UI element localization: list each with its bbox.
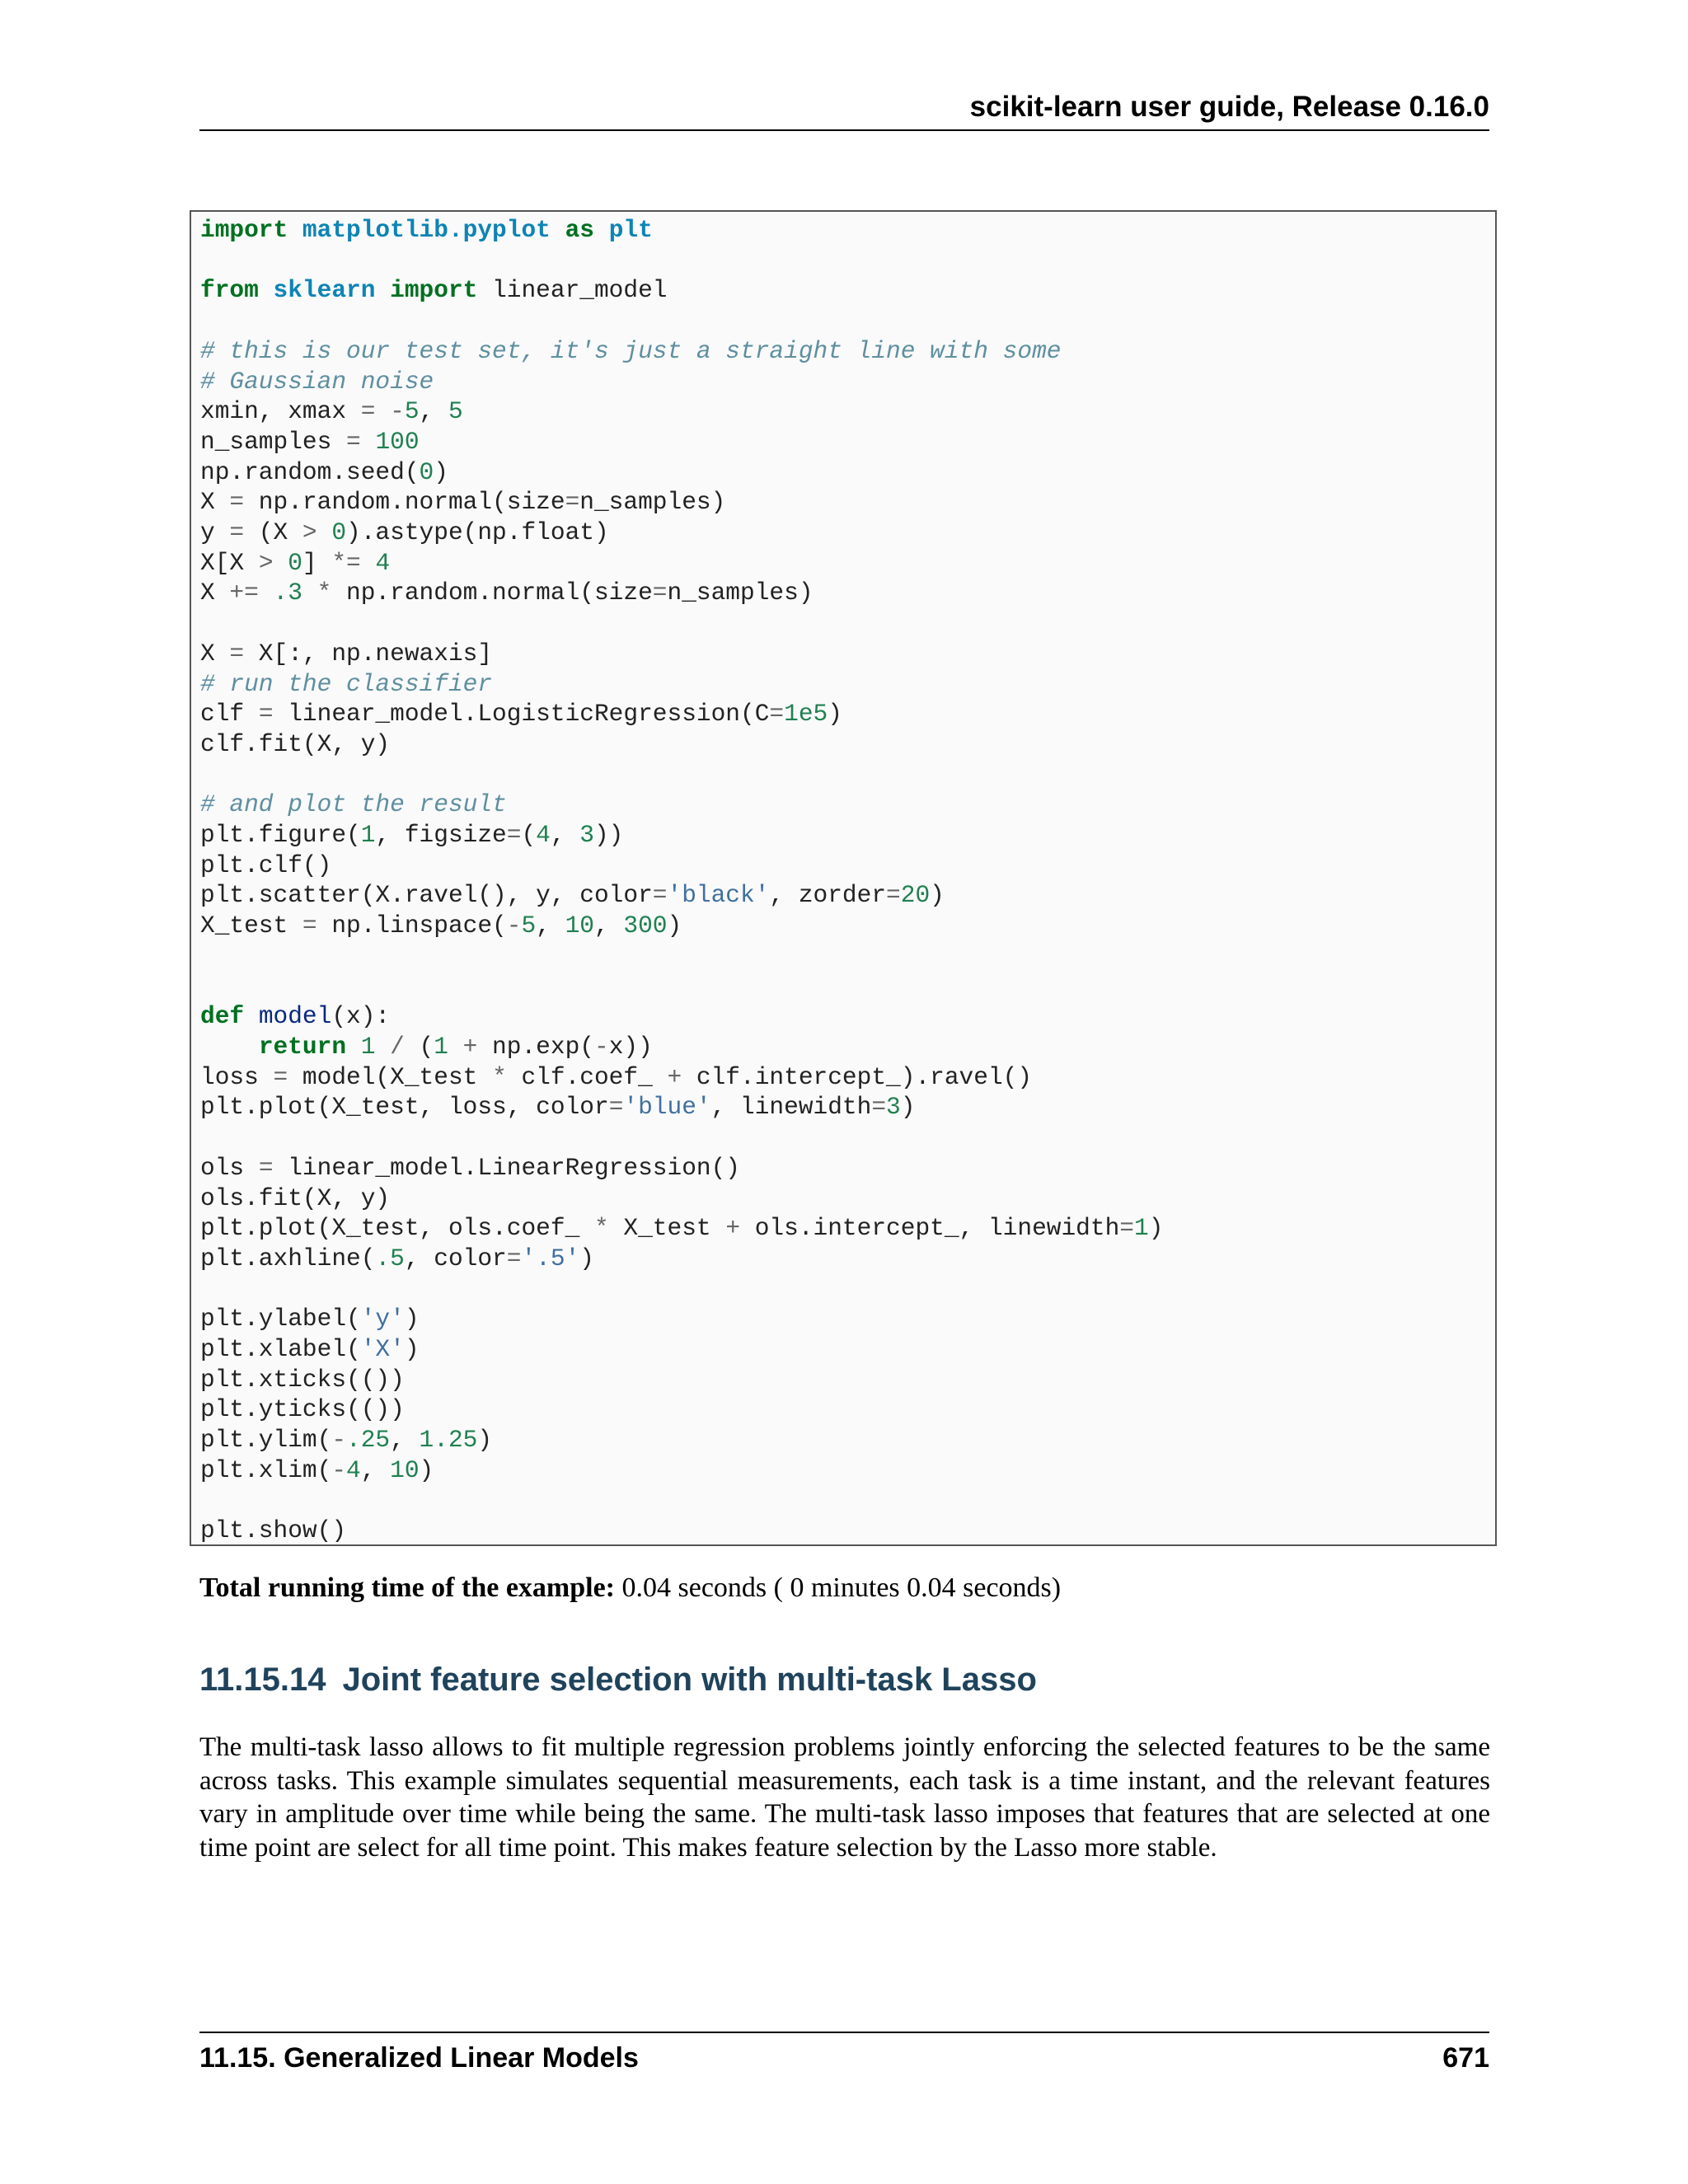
code-line-28: return 1 / (1 + np.exp(-x)) <box>258 1032 653 1061</box>
code-line-38: plt.xlabel('X') <box>200 1335 420 1364</box>
code-line-22: plt.clf() <box>200 851 332 879</box>
code-line-13: X += .3 * np.random.normal(size=n_samples) <box>200 579 814 607</box>
code-line-41: plt.ylim(-.25, 1.25) <box>200 1426 493 1455</box>
code-line-1: import matplotlib.pyplot as plt <box>200 216 653 244</box>
running-time-value: 0.04 seconds ( 0 minutes 0.04 seconds) <box>621 1572 1062 1603</box>
section-number: 11.15.14 <box>199 1661 326 1698</box>
code-line-12: X[X > 0] *= 4 <box>200 548 391 577</box>
code-line-30: plt.plot(X_test, loss, color='blue', linewidth=3) <box>200 1093 916 1122</box>
code-line-35: plt.axhline(.5, color='.5') <box>200 1244 594 1272</box>
code-line-44: plt.show() <box>200 1516 347 1545</box>
code-line-32: ols = linear_model.LinearRegression() <box>200 1153 741 1182</box>
code-line-29: loss = model(X_test * clf.coef_ + clf.intercept_).ravel() <box>200 1062 1033 1091</box>
footer-chapter: 11.15. Generalized Linear Models <box>199 2042 639 2074</box>
code-line-3: from sklearn import linear_model <box>200 276 668 305</box>
page-number: 671 <box>1442 2042 1489 2074</box>
code-line-10: X = np.random.normal(size=n_samples) <box>200 488 726 517</box>
code-line-24: X_test = np.linspace(-5, 10, 300) <box>200 912 682 940</box>
code-line-34: plt.plot(X_test, ols.coef_ * X_test + ols.intercept_, linewidth=1) <box>200 1214 1164 1243</box>
running-time-label: Total running time of the example: <box>199 1572 616 1603</box>
section-heading <box>199 1657 1037 1703</box>
header-rule <box>199 129 1489 131</box>
section-paragraph: The multi-task lasso allows to fit multiple regression problems jointly enforcing the selected features to be the same across tasks. This example simulates sequential measurements, each task is a time instant, and the relevant features vary in amplitude over time while being the same. The multi-task lasso imposes that features that are selected at one time point are select for all time point. This makes feature selection by the Lasso more stable. <box>199 1732 1490 1863</box>
code-line-17: clf = linear_model.LogisticRegression(C=1e5) <box>200 700 842 729</box>
code-line-5: # this is our test set, it's just a straight line with some <box>200 336 1062 365</box>
code-line-6: # Gaussian noise <box>200 367 434 396</box>
code-line-20: # and plot the result <box>200 790 507 819</box>
code-line-18: clf.fit(X, y) <box>200 729 391 758</box>
page-footer <box>199 2040 1489 2076</box>
running-header: scikit-learn user guide, Release 0.16.0 <box>969 91 1489 123</box>
code-listing <box>200 215 1163 1546</box>
code-line-42: plt.xlim(-4, 10) <box>200 1455 434 1484</box>
code-line-37: plt.ylabel('y') <box>200 1305 420 1333</box>
code-line-15: X = X[:, np.newaxis] <box>200 639 493 668</box>
code-line-8: n_samples = 100 <box>200 427 420 456</box>
code-line-16: # run the classifier <box>200 669 493 698</box>
section-title: Joint feature selection with multi-task Lasso <box>342 1661 1037 1698</box>
code-line-33: ols.fit(X, y) <box>200 1183 391 1212</box>
footer-rule <box>199 2032 1489 2033</box>
running-time <box>199 1570 1061 1606</box>
code-line-27: def model(x): <box>200 1002 391 1031</box>
code-line-9: np.random.seed(0) <box>200 457 448 486</box>
code-line-40: plt.yticks(()) <box>200 1395 405 1424</box>
code-line-39: plt.xticks(()) <box>200 1365 405 1394</box>
code-line-21: plt.figure(1, figsize=(4, 3)) <box>200 821 624 850</box>
code-line-7: xmin, xmax = -5, 5 <box>200 397 463 426</box>
code-line-23: plt.scatter(X.ravel(), y, color='black', zorder=20) <box>200 881 945 910</box>
code-block <box>190 210 1497 1546</box>
code-line-11: y = (X > 0).astype(np.float) <box>200 518 609 547</box>
